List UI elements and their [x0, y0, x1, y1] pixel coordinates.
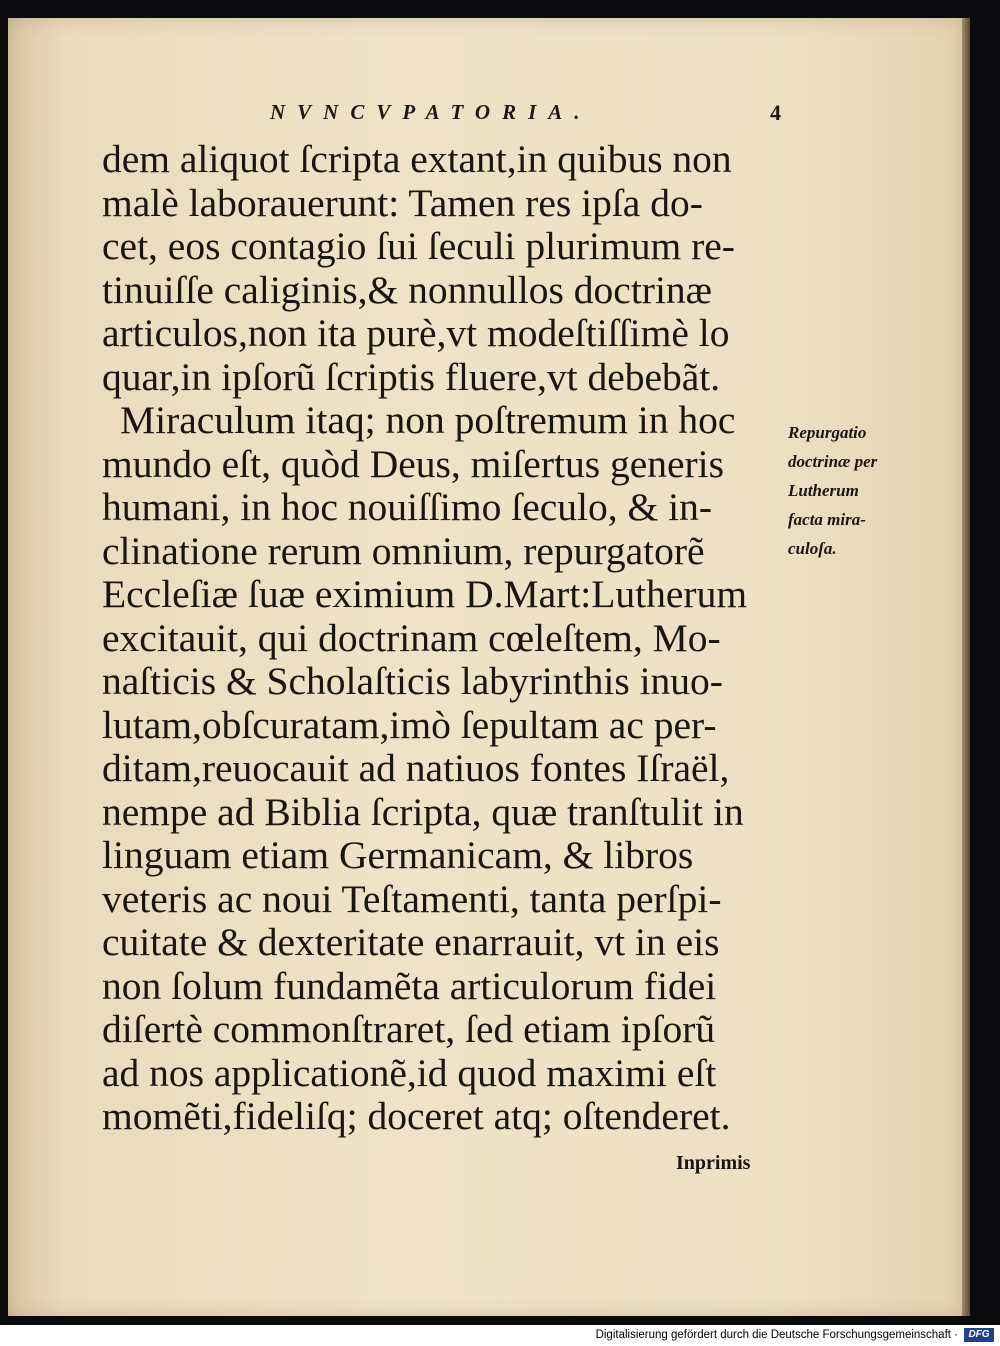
dfg-logo: DFG — [964, 1328, 994, 1342]
text-line: Miraculum itaq; non poſtremum in hoc — [120, 398, 736, 442]
text-line: dem aliquot ſcripta extant,in quibus non — [102, 137, 732, 181]
text-line: Eccleſiæ ſuæ eximium D.Mart:Lutherum — [102, 572, 748, 616]
text-line: humani, in hoc nouiſſimo ſeculo, & in- — [102, 485, 712, 529]
margin-note-line: culoſa. — [788, 539, 837, 558]
text-line: ad nos applicationẽ,id quod maximi eſt — [102, 1050, 717, 1095]
margin-note-line: Repurgatio — [788, 423, 867, 442]
body-text — [102, 138, 792, 1139]
text-line: malè laborauerunt: Tamen res ipſa do- — [102, 180, 703, 225]
text-line: naſticis & Scholaſticis labyrinthis inuo- — [102, 659, 723, 703]
text-line: linguam etiam Germanicam, & libros — [102, 833, 694, 877]
running-head: NVNCVPATORIA. — [270, 100, 592, 124]
page-number: 4 — [770, 100, 781, 125]
text-line: veteris ac noui Teſtamenti, tanta perſpi- — [102, 876, 722, 921]
funding-credit: Digitalisierung gefördert durch die Deutsche Forschungsgemeinschaft · — [595, 1329, 958, 1341]
page-edge — [962, 18, 970, 1316]
text-line: diſertè commonſtraret, ſed etiam ipſorũ — [102, 1007, 716, 1051]
margin-note — [788, 418, 908, 563]
catchword: Inprimis — [676, 1152, 751, 1174]
text-line: ditam,reuocauit ad natiuos fontes Iſraël, — [102, 746, 730, 790]
text-line: excitauit, qui doctrinam cœleſtem, Mo- — [102, 615, 721, 660]
text-line: cuitate & dexteritate enarrauit, vt in eis — [102, 920, 720, 964]
text-line: mundo eſt, quòd Deus, miſertus generis — [102, 441, 725, 486]
margin-note-line: facta mira- — [788, 510, 866, 529]
text-line: momẽti,fideliſq; doceret atq; oſtenderet. — [102, 1094, 731, 1138]
margin-note-line: Lutherum — [788, 481, 859, 500]
text-line: cet, eos contagio ſui ſeculi plurimum re- — [102, 224, 735, 268]
text-line: quar,in ipſorũ ſcriptis fluere,vt debebãt. — [102, 354, 721, 399]
text-line: lutam,obſcuratam,imò ſepultam ac per- — [102, 702, 717, 747]
text-line: nempe ad Biblia ſcripta, quæ tranſtulit in — [102, 789, 744, 834]
text-line: tinuiſſe caliginis,& nonnullos doctrinæ — [102, 267, 713, 312]
text-line: articulos,non ita purè,vt modeſtiſſimè lo — [102, 311, 730, 355]
margin-note-line: doctrinæ per — [788, 452, 878, 471]
text-line: non ſolum fundamẽta articulorum fidei — [102, 963, 717, 1008]
text-line: clinatione rerum omnium, repurgatorẽ — [102, 528, 705, 573]
